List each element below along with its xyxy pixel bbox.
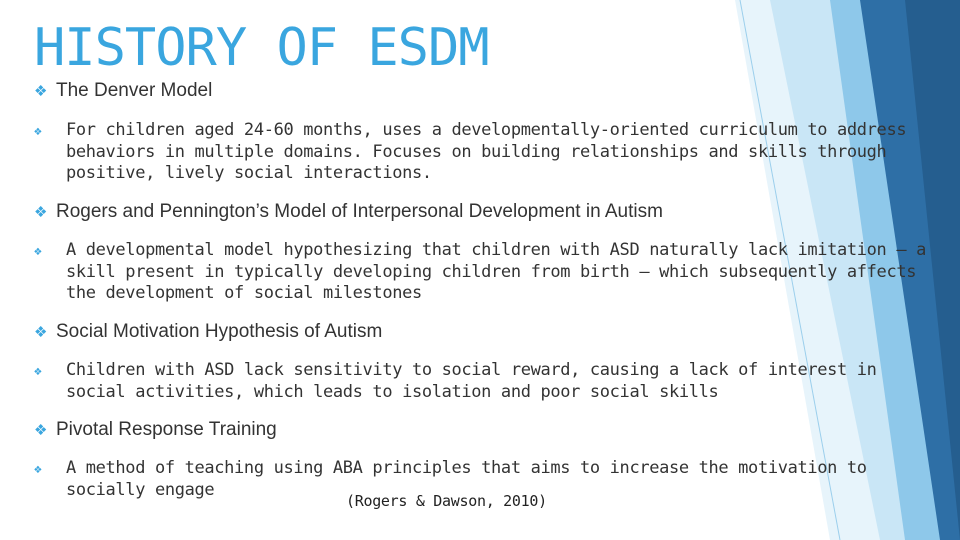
diamond-arrow-bullet-icon: ❖ bbox=[34, 244, 42, 259]
slide-title: HISTORY OF ESDM bbox=[34, 18, 489, 78]
diamond-arrow-bullet-icon: ❖ bbox=[34, 124, 42, 139]
sub-bullet-1 bbox=[34, 120, 930, 184]
diamond-arrow-bullet-icon: ❖ bbox=[34, 462, 42, 477]
bullet-heading-4 bbox=[34, 419, 277, 441]
bullet-heading-2 bbox=[34, 201, 663, 223]
bullet-heading-text: Social Motivation Hypothesis of Autism bbox=[56, 321, 383, 342]
bullet-heading-text: Rogers and Pennington’s Model of Interpersonal Development in Autism bbox=[56, 201, 663, 222]
bullet-heading-3 bbox=[34, 321, 382, 343]
diamond-arrow-bullet-icon: ❖ bbox=[34, 324, 48, 341]
diamond-arrow-bullet-icon: ❖ bbox=[34, 83, 48, 100]
diamond-arrow-bullet-icon: ❖ bbox=[34, 422, 48, 439]
bullet-heading-text: Pivotal Response Training bbox=[56, 419, 277, 440]
sub-bullet-3 bbox=[34, 360, 930, 403]
sub-bullet-text: A method of teaching using ABA principles that aims to increase the motivation to socially engage bbox=[66, 458, 867, 500]
diamond-arrow-bullet-icon: ❖ bbox=[34, 364, 42, 379]
diamond-arrow-bullet-icon: ❖ bbox=[34, 204, 48, 221]
bullet-heading-1 bbox=[34, 80, 212, 102]
bullet-heading-text: The Denver Model bbox=[56, 80, 213, 101]
sub-bullet-text: Children with ASD lack sensitivity to social reward, causing a lack of interest in social activities, which leads to isolation and poor social skills bbox=[66, 360, 877, 402]
sub-bullet-text: A developmental model hypothesizing that children with ASD naturally lack imitation – a skill present in typically developing children from birth – which subsequently affects the development of social milestones bbox=[66, 240, 926, 303]
citation: (Rogers & Dawson, 2010) bbox=[346, 492, 547, 510]
sub-bullet-2 bbox=[34, 240, 930, 304]
sub-bullet-text: For children aged 24-60 months, uses a developmentally-oriented curriculum to address behaviors in multiple domains. Focuses on building relationships and skills through positive, lively social interactions. bbox=[66, 120, 907, 183]
